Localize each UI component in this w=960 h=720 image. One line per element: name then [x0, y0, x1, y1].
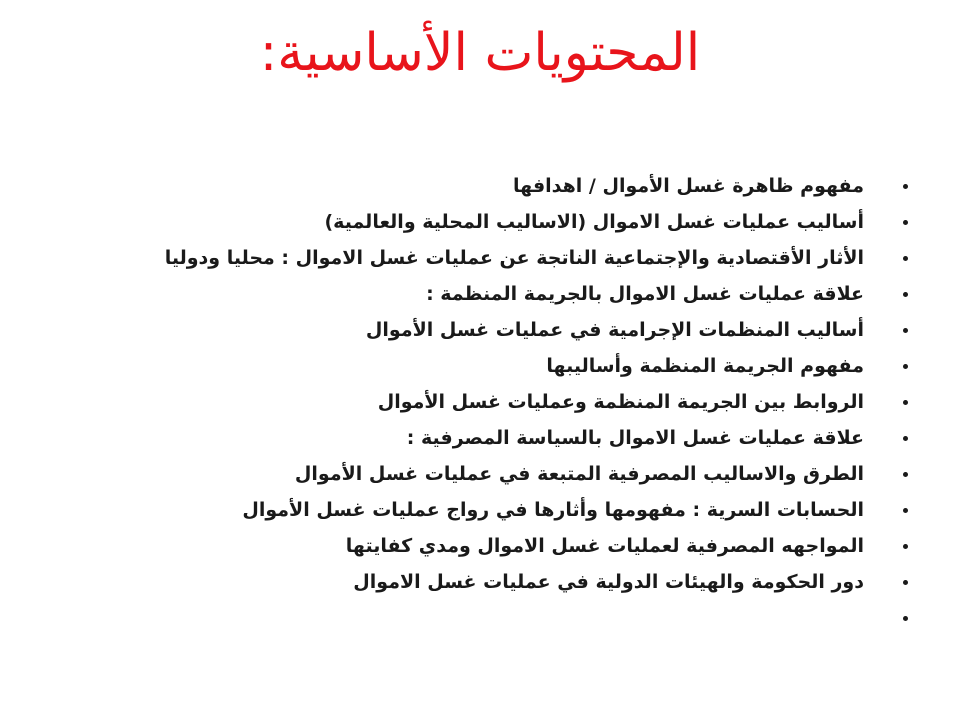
bullet-icon — [903, 508, 908, 513]
bullet-icon — [903, 364, 908, 369]
list-item — [88, 384, 908, 420]
list-item — [88, 204, 908, 240]
bullet-text: علاقة عمليات غسل الاموال بالجريمة المنظمة : — [426, 283, 864, 305]
bullet-icon — [903, 184, 908, 189]
bullet-text: الطرق والاساليب المصرفية المتبعة في عمليات غسل الأموال — [294, 463, 864, 485]
slide-title: المحتويات الأساسية: — [259, 23, 701, 83]
bullet-text: أساليب عمليات غسل الاموال (الاساليب المحلية والعالمية) — [324, 211, 864, 233]
bullet-icon — [903, 256, 908, 261]
bullet-text: الحسابات السرية : مفهومها وأثارها في رواج عمليات غسل الأموال — [242, 499, 864, 521]
bullet-icon — [903, 436, 908, 441]
list-item — [88, 240, 908, 276]
bullet-text: الروابط بين الجريمة المنظمة وعمليات غسل الأموال — [377, 391, 864, 413]
bullet-text: دور الحكومة والهيئات الدولية في عمليات غسل الاموال — [353, 571, 864, 593]
bullet-icon — [903, 292, 908, 297]
bullet-icon — [903, 544, 908, 549]
bullet-text: المواجهه المصرفية لعمليات غسل الاموال ومدي كفايتها — [345, 535, 864, 557]
list-item — [88, 456, 908, 492]
bullet-text: الأثار الأقتصادية والإجتماعية الناتجة عن عمليات غسل الاموال : محليا ودوليا — [164, 247, 864, 269]
bullet-icon — [903, 400, 908, 405]
list-item — [88, 564, 908, 600]
list-item — [88, 312, 908, 348]
list-item — [88, 168, 908, 204]
bullet-icon — [903, 616, 908, 621]
bullet-text: أساليب المنظمات الإجرامية في عمليات غسل الأموال — [365, 319, 864, 341]
list-item — [88, 528, 908, 564]
list-item — [88, 276, 908, 312]
list-item — [88, 492, 908, 528]
bullet-text: مفهوم الجريمة المنظمة وأساليبها — [546, 355, 864, 377]
list-item — [88, 420, 908, 456]
bullet-list — [88, 168, 908, 636]
bullet-text: علاقة عمليات غسل الاموال بالسياسة المصرفية : — [406, 427, 864, 449]
bullet-icon — [903, 580, 908, 585]
list-item — [88, 600, 908, 636]
bullet-text: مفهوم ظاهرة غسل الأموال / اهدافها — [513, 175, 864, 197]
list-item — [88, 348, 908, 384]
bullet-icon — [903, 328, 908, 333]
bullet-icon — [903, 472, 908, 477]
bullet-icon — [903, 220, 908, 225]
